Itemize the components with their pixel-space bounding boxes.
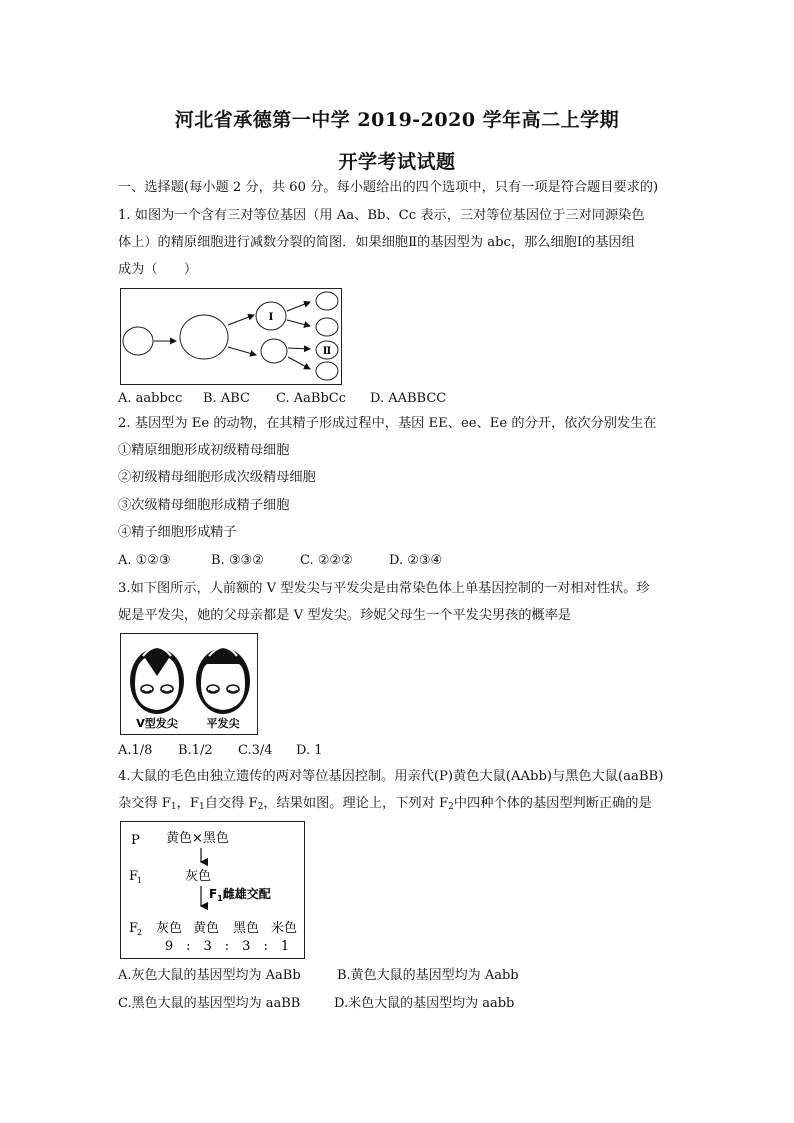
- f2-ratio: 9 : 3 : 3 : 1: [164, 939, 290, 954]
- flat-hairline-head: [196, 647, 250, 714]
- cross-diagram-svg: [121, 822, 304, 958]
- q4-option-d: D.米色大鼠的基因型均为 aabb: [334, 996, 515, 1011]
- svg-text:2: 2: [137, 928, 143, 937]
- cell-label-I: Ⅰ: [268, 312, 274, 323]
- q2-item-1: ①精原细胞形成初级精母细胞: [118, 443, 290, 458]
- label-f1: F: [129, 869, 139, 884]
- q2-option-d: D. ②③④: [389, 553, 443, 568]
- p-cross: 黄色×黑色: [166, 831, 229, 846]
- q3-option-b: B.1/2: [178, 743, 213, 758]
- q2-text-line1: 2. 基因型为 Ee 的动物，在其精子形成过程中，基因 EE、ee、Ee 的分开，依次分别发生在: [118, 416, 657, 431]
- hairline-figure-svg: [121, 634, 257, 734]
- cell-spermatogonium: [123, 327, 153, 355]
- q2-item-3: ③次级精母细胞形成精子细胞: [118, 498, 290, 513]
- q1-text-line3: 成为（ ）: [118, 262, 198, 277]
- q2-item-2: ②初级精母细胞形成次级精母细胞: [118, 470, 316, 485]
- svg-text:1: 1: [137, 876, 143, 885]
- q1-option-a: A. aabbcc: [118, 391, 183, 406]
- f2-black: 黑色: [232, 921, 260, 936]
- document-title-line2: 开学考试试题: [338, 151, 456, 173]
- q4-option-c: C.黑色大鼠的基因型均为 aaBB: [118, 996, 301, 1011]
- label-flat-hairline: 平发尖: [206, 717, 240, 730]
- cell-primary-spermatocyte: [180, 315, 228, 359]
- q3-option-d: D. 1: [296, 743, 323, 758]
- f1-mating: $F_1$雌雄交配: [209, 887, 271, 903]
- q3-option-a: A.1/8: [118, 743, 153, 758]
- f2-cream: 米色: [270, 921, 298, 936]
- q4-option-a: A.灰色大鼠的基因型均为 AaBb: [118, 968, 301, 983]
- cell-label-II: Ⅱ: [322, 346, 332, 357]
- cell-spermatid-4: [316, 362, 338, 380]
- f2-gray: 灰色: [155, 921, 183, 936]
- q4-text-line1: 4.大鼠的毛色由独立遗传的两对等位基因控制。用亲代(P)黄色大鼠(AAbb)与黑色大鼠(aaBB): [118, 769, 664, 784]
- q4-text-line2: 杂交得 $F_1$，$F_1$自交得 $F_2$，结果如图。理论上，下列对 $F_2$中四种个体的基因型判断正确的是: [118, 796, 652, 812]
- cell-spermatid-2: [316, 318, 338, 336]
- q3-hairline-figure: [120, 633, 258, 735]
- cell-spermatid-1: [316, 292, 338, 310]
- q2-option-b: B. ③③②: [211, 553, 264, 568]
- cell-secondary-spermatocyte: [261, 339, 287, 363]
- q3-text-line2: 妮是平发尖，她的父母亲都是 V 型发尖。珍妮父母生一个平发尖男孩的概率是: [118, 608, 572, 623]
- q1-option-b: B. ABC: [203, 391, 250, 406]
- label-f2: F: [129, 921, 139, 936]
- section-heading: 一、选择题(每小题 2 分，共 60 分。每小题给出的四个选项中，只有一项是符合题目要求的): [118, 180, 659, 195]
- q3-text-line1: 3.如下图所示，人前额的 V 型发尖与平发尖是由常染色体上单基因控制的一对相对性状。珍: [118, 581, 650, 596]
- q1-option-d: D. AABBCC: [370, 391, 447, 406]
- meiosis-diagram-svg: [121, 289, 341, 384]
- q2-option-a: A. ①②③: [118, 553, 171, 568]
- q1-text-line1: 1. 如图为一个含有三对等位基因（用 Aa、Bb、Cc 表示，三对等位基因位于三对同源染色: [118, 208, 645, 223]
- q4-cross-diagram: [120, 821, 305, 959]
- document-title-line1: 河北省承德第一中学 2019-2020 学年高二上学期: [174, 109, 620, 131]
- q4-option-b: B.黄色大鼠的基因型均为 Aabb: [337, 968, 519, 983]
- q2-item-4: ④精子细胞形成精子: [118, 525, 237, 540]
- label-p: P: [131, 833, 140, 848]
- q3-option-c: C.3/4: [238, 743, 273, 758]
- label-v-hairline: V型发尖: [136, 717, 178, 730]
- q1-text-line2: 体上）的精原细胞进行减数分裂的简图．如果细胞Ⅱ的基因型为 abc，那么细胞Ⅰ的基因组: [118, 235, 635, 250]
- q2-option-c: C. ②②②: [300, 553, 353, 568]
- f1-color: 灰色: [185, 869, 212, 884]
- v-hairline-head: [130, 647, 184, 714]
- q1-option-c: C. AaBbCc: [276, 391, 346, 406]
- f2-yellow: 黄色: [192, 921, 220, 936]
- q1-meiosis-diagram: [120, 288, 342, 385]
